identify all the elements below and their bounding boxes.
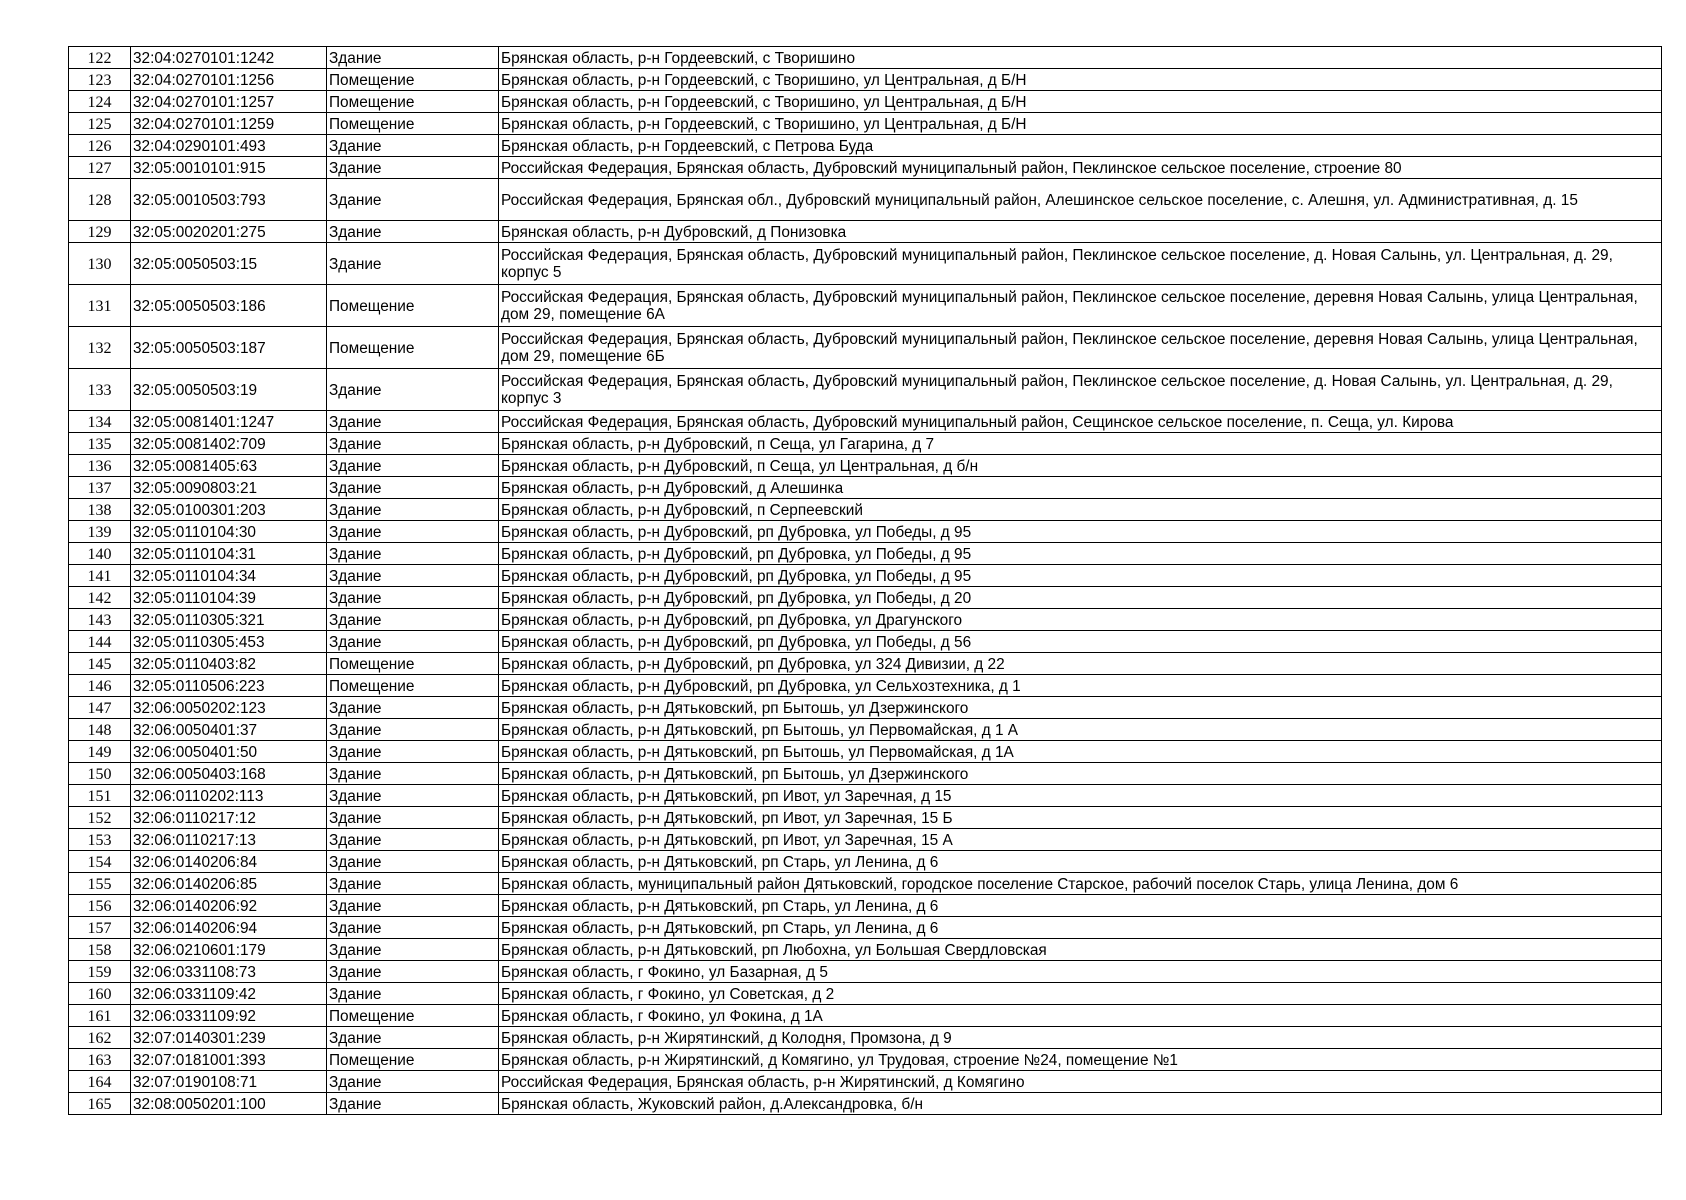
cadastral-number-cell: 32:06:0140206:84 [131,851,327,873]
row-number-cell: 155 [69,873,131,895]
object-type-cell: Здание [327,565,499,587]
object-type-cell: Здание [327,1093,499,1115]
address-cell: Российская Федерация, Брянская область, Дубровский муниципальный район, Пеклинское сельское поселение, деревня Новая Салынь, улица Центральная, дом 29, помещение 6А [499,285,1662,327]
object-type-cell: Здание [327,179,499,221]
object-type-cell: Здание [327,763,499,785]
object-type-cell: Здание [327,697,499,719]
table-row [69,1027,1662,1049]
cadastral-number-cell: 32:05:0010101:915 [131,157,327,179]
object-type-cell: Здание [327,243,499,285]
row-number-cell: 142 [69,587,131,609]
table-row [69,1071,1662,1093]
row-number-cell: 125 [69,113,131,135]
table-row [69,369,1662,411]
row-number-cell: 156 [69,895,131,917]
cadastral-number-cell: 32:05:0110305:453 [131,631,327,653]
cadastral-number-cell: 32:07:0140301:239 [131,1027,327,1049]
cadastral-number-cell: 32:06:0140206:92 [131,895,327,917]
address-cell: Брянская область, р-н Дубровский, рп Дубровка, ул Победы, д 20 [499,587,1662,609]
row-number-cell: 159 [69,961,131,983]
object-type-cell: Здание [327,433,499,455]
cadastral-number-cell: 32:05:0100301:203 [131,499,327,521]
table-row [69,763,1662,785]
row-number-cell: 164 [69,1071,131,1093]
cadastral-number-cell: 32:06:0050401:50 [131,741,327,763]
address-cell: Брянская область, р-н Жирятинский, д Комягино, ул Трудовая, строение №24, помещение №1 [499,1049,1662,1071]
address-cell: Брянская область, р-н Дубровский, рп Дубровка, ул Победы, д 56 [499,631,1662,653]
address-cell: Брянская область, р-н Дубровский, п Серпеевский [499,499,1662,521]
row-number-cell: 128 [69,179,131,221]
address-cell: Брянская область, р-н Дубровский, д Понизовка [499,221,1662,243]
table-row [69,91,1662,113]
object-type-cell: Здание [327,873,499,895]
object-type-cell: Помещение [327,1005,499,1027]
table-row [69,829,1662,851]
row-number-cell: 126 [69,135,131,157]
cadastral-number-cell: 32:05:0090803:21 [131,477,327,499]
row-number-cell: 157 [69,917,131,939]
object-type-cell: Помещение [327,69,499,91]
cadastral-number-cell: 32:06:0210601:179 [131,939,327,961]
cadastral-number-cell: 32:08:0050201:100 [131,1093,327,1115]
cadastral-number-cell: 32:04:0270101:1259 [131,113,327,135]
cadastral-number-cell: 32:05:0110305:321 [131,609,327,631]
object-type-cell: Помещение [327,653,499,675]
table-row [69,719,1662,741]
cadastral-number-cell: 32:05:0050503:15 [131,243,327,285]
table-row [69,917,1662,939]
row-number-cell: 143 [69,609,131,631]
table-row [69,433,1662,455]
table-row [69,521,1662,543]
cadastral-number-cell: 32:06:0050403:168 [131,763,327,785]
address-cell: Брянская область, р-н Дубровский, рп Дубровка, ул Победы, д 95 [499,565,1662,587]
table-row [69,221,1662,243]
object-type-cell: Помещение [327,113,499,135]
cadastral-number-cell: 32:06:0110202:113 [131,785,327,807]
address-cell: Брянская область, р-н Дубровский, рп Дубровка, ул Победы, д 95 [499,521,1662,543]
table-row [69,631,1662,653]
row-number-cell: 165 [69,1093,131,1115]
cadastral-number-cell: 32:07:0190108:71 [131,1071,327,1093]
cadastral-number-cell: 32:05:0081405:63 [131,455,327,477]
address-cell: Брянская область, р-н Жирятинский, д Колодня, Промзона, д 9 [499,1027,1662,1049]
table-row [69,587,1662,609]
object-type-cell: Здание [327,455,499,477]
row-number-cell: 122 [69,47,131,69]
address-cell: Брянская область, р-н Гордеевский, с Петрова Буда [499,135,1662,157]
row-number-cell: 124 [69,91,131,113]
address-cell: Российская Федерация, Брянская область, Дубровский муниципальный район, Пеклинское сельское поселение, д. Новая Салынь, ул. Центральная, д. 29, корпус 5 [499,243,1662,285]
table-row [69,327,1662,369]
address-cell: Брянская область, г Фокино, ул Базарная, д 5 [499,961,1662,983]
table-row [69,609,1662,631]
object-type-cell: Помещение [327,91,499,113]
row-number-cell: 123 [69,69,131,91]
cadastral-number-cell: 32:05:0110506:223 [131,675,327,697]
cadastral-number-cell: 32:05:0110104:39 [131,587,327,609]
address-cell: Российская Федерация, Брянская область, Дубровский муниципальный район, Пеклинское сельское поселение, деревня Новая Салынь, улица Центральная, дом 29, помещение 6Б [499,327,1662,369]
row-number-cell: 147 [69,697,131,719]
object-type-cell: Здание [327,411,499,433]
address-cell: Брянская область, муниципальный район Дятьковский, городское поселение Старское, рабочий поселок Старь, улица Ленина, дом 6 [499,873,1662,895]
table-row [69,477,1662,499]
cadastral-number-cell: 32:06:0331109:92 [131,1005,327,1027]
row-number-cell: 141 [69,565,131,587]
table-row [69,135,1662,157]
row-number-cell: 163 [69,1049,131,1071]
object-type-cell: Здание [327,47,499,69]
object-type-cell: Здание [327,221,499,243]
address-cell: Брянская область, р-н Дятьковский, рп Бытошь, ул Первомайская, д 1А [499,741,1662,763]
object-type-cell: Здание [327,587,499,609]
object-type-cell: Здание [327,719,499,741]
object-type-cell: Здание [327,807,499,829]
row-number-cell: 132 [69,327,131,369]
row-number-cell: 148 [69,719,131,741]
row-number-cell: 152 [69,807,131,829]
row-number-cell: 134 [69,411,131,433]
table-row [69,675,1662,697]
cadastral-number-cell: 32:05:0020201:275 [131,221,327,243]
table-row [69,697,1662,719]
address-cell: Брянская область, р-н Дубровский, рп Дубровка, ул 324 Дивизии, д 22 [499,653,1662,675]
table-row [69,785,1662,807]
table-row [69,961,1662,983]
object-type-cell: Здание [327,851,499,873]
table-row [69,285,1662,327]
table-row [69,411,1662,433]
object-type-cell: Здание [327,917,499,939]
cadastral-number-cell: 32:06:0331108:73 [131,961,327,983]
address-cell: Брянская область, г Фокино, ул Советская, д 2 [499,983,1662,1005]
address-cell: Брянская область, р-н Дятьковский, рп Ивот, ул Заречная, 15 Б [499,807,1662,829]
address-cell: Брянская область, р-н Дубровский, п Сеща, ул Центральная, д б/н [499,455,1662,477]
table-row [69,565,1662,587]
cadastral-number-cell: 32:05:0081401:1247 [131,411,327,433]
table-row [69,895,1662,917]
object-type-cell: Здание [327,895,499,917]
registry-table-body [69,47,1662,1115]
row-number-cell: 160 [69,983,131,1005]
row-number-cell: 130 [69,243,131,285]
address-cell: Брянская область, р-н Дятьковский, рп Ивот, ул Заречная, д 15 [499,785,1662,807]
table-row [69,741,1662,763]
address-cell: Брянская область, г Фокино, ул Фокина, д 1А [499,1005,1662,1027]
cadastral-number-cell: 32:06:0110217:13 [131,829,327,851]
table-row [69,243,1662,285]
address-cell: Брянская область, р-н Дятьковский, рп Бытошь, ул Дзержинского [499,763,1662,785]
object-type-cell: Здание [327,983,499,1005]
cadastral-number-cell: 32:05:0050503:186 [131,285,327,327]
cadastral-number-cell: 32:06:0140206:94 [131,917,327,939]
address-cell: Брянская область, р-н Гордеевский, с Творишино, ул Центральная, д Б/Н [499,91,1662,113]
object-type-cell: Здание [327,543,499,565]
address-cell: Брянская область, р-н Дятьковский, рп Бытошь, ул Дзержинского [499,697,1662,719]
object-type-cell: Здание [327,135,499,157]
cadastral-number-cell: 32:05:0110104:30 [131,521,327,543]
row-number-cell: 145 [69,653,131,675]
cadastral-number-cell: 32:05:0050503:187 [131,327,327,369]
row-number-cell: 146 [69,675,131,697]
address-cell: Брянская область, р-н Дятьковский, рп Старь, ул Ленина, д 6 [499,895,1662,917]
address-cell: Брянская область, р-н Дубровский, д Алешинка [499,477,1662,499]
row-number-cell: 154 [69,851,131,873]
row-number-cell: 129 [69,221,131,243]
address-cell: Брянская область, р-н Дятьковский, рп Старь, ул Ленина, д 6 [499,851,1662,873]
address-cell: Российская Федерация, Брянская область, р-н Жирятинский, д Комягино [499,1071,1662,1093]
table-row [69,807,1662,829]
cadastral-number-cell: 32:07:0181001:393 [131,1049,327,1071]
object-type-cell: Здание [327,631,499,653]
cadastral-number-cell: 32:05:0010503:793 [131,179,327,221]
cadastral-number-cell: 32:05:0110104:31 [131,543,327,565]
object-type-cell: Здание [327,741,499,763]
object-type-cell: Помещение [327,327,499,369]
table-row [69,983,1662,1005]
cadastral-number-cell: 32:04:0270101:1257 [131,91,327,113]
row-number-cell: 151 [69,785,131,807]
address-cell: Брянская область, р-н Дубровский, п Сеща, ул Гагарина, д 7 [499,433,1662,455]
table-row [69,499,1662,521]
table-row [69,69,1662,91]
table-row [69,1049,1662,1071]
address-cell: Брянская область, р-н Гордеевский, с Творишино, ул Центральная, д Б/Н [499,113,1662,135]
cadastral-number-cell: 32:06:0050401:37 [131,719,327,741]
table-row [69,455,1662,477]
object-type-cell: Здание [327,939,499,961]
table-row [69,851,1662,873]
cadastral-number-cell: 32:06:0110217:12 [131,807,327,829]
object-type-cell: Помещение [327,285,499,327]
cadastral-number-cell: 32:04:0270101:1256 [131,69,327,91]
row-number-cell: 153 [69,829,131,851]
object-type-cell: Здание [327,477,499,499]
address-cell: Брянская область, р-н Дятьковский, рп Бытошь, ул Первомайская, д 1 А [499,719,1662,741]
object-type-cell: Здание [327,157,499,179]
table-row [69,653,1662,675]
object-type-cell: Помещение [327,1049,499,1071]
address-cell: Брянская область, Жуковский район, д.Александровка, б/н [499,1093,1662,1115]
object-type-cell: Помещение [327,675,499,697]
object-type-cell: Здание [327,521,499,543]
address-cell: Российская Федерация, Брянская область, Дубровский муниципальный район, Пеклинское сельское поселение, строение 80 [499,157,1662,179]
address-cell: Брянская область, р-н Дятьковский, рп Любохна, ул Большая Свердловская [499,939,1662,961]
object-type-cell: Здание [327,369,499,411]
object-type-cell: Здание [327,499,499,521]
row-number-cell: 144 [69,631,131,653]
table-row [69,543,1662,565]
address-cell: Российская Федерация, Брянская область, Дубровский муниципальный район, Сещинское сельское поселение, п. Сеща, ул. Кирова [499,411,1662,433]
address-cell: Брянская область, р-н Гордеевский, с Творишино, ул Центральная, д Б/Н [499,69,1662,91]
row-number-cell: 131 [69,285,131,327]
row-number-cell: 161 [69,1005,131,1027]
object-type-cell: Здание [327,829,499,851]
row-number-cell: 137 [69,477,131,499]
row-number-cell: 158 [69,939,131,961]
cadastral-number-cell: 32:04:0270101:1242 [131,47,327,69]
row-number-cell: 127 [69,157,131,179]
table-row [69,113,1662,135]
address-cell: Российская Федерация, Брянская область, Дубровский муниципальный район, Пеклинское сельское поселение, д. Новая Салынь, ул. Центральная, д. 29, корпус 3 [499,369,1662,411]
address-cell: Брянская область, р-н Гордеевский, с Творишино [499,47,1662,69]
table-row [69,47,1662,69]
object-type-cell: Здание [327,1071,499,1093]
address-cell: Брянская область, р-н Дубровский, рп Дубровка, ул Сельхозтехника, д 1 [499,675,1662,697]
address-cell: Брянская область, р-н Дубровский, рп Дубровка, ул Победы, д 95 [499,543,1662,565]
object-type-cell: Здание [327,1027,499,1049]
cadastral-number-cell: 32:04:0290101:493 [131,135,327,157]
object-type-cell: Здание [327,961,499,983]
row-number-cell: 162 [69,1027,131,1049]
object-type-cell: Здание [327,609,499,631]
table-row [69,1093,1662,1115]
table-row [69,939,1662,961]
cadastral-number-cell: 32:06:0140206:85 [131,873,327,895]
cadastral-number-cell: 32:05:0110104:34 [131,565,327,587]
row-number-cell: 150 [69,763,131,785]
registry-table [68,46,1662,1115]
cadastral-number-cell: 32:05:0110403:82 [131,653,327,675]
row-number-cell: 149 [69,741,131,763]
address-cell: Брянская область, р-н Дятьковский, рп Ивот, ул Заречная, 15 А [499,829,1662,851]
row-number-cell: 133 [69,369,131,411]
address-cell: Брянская область, р-н Дубровский, рп Дубровка, ул Драгунского [499,609,1662,631]
row-number-cell: 136 [69,455,131,477]
table-row [69,179,1662,221]
table-row [69,873,1662,895]
row-number-cell: 135 [69,433,131,455]
cadastral-number-cell: 32:06:0050202:123 [131,697,327,719]
row-number-cell: 138 [69,499,131,521]
table-row [69,1005,1662,1027]
address-cell: Брянская область, р-н Дятьковский, рп Старь, ул Ленина, д 6 [499,917,1662,939]
object-type-cell: Здание [327,785,499,807]
address-cell: Российская Федерация, Брянская обл., Дубровский муниципальный район, Алешинское сельское поселение, с. Алешня, ул. Административная, д. 15 [499,179,1662,221]
cadastral-number-cell: 32:05:0081402:709 [131,433,327,455]
cadastral-number-cell: 32:06:0331109:42 [131,983,327,1005]
cadastral-number-cell: 32:05:0050503:19 [131,369,327,411]
row-number-cell: 139 [69,521,131,543]
row-number-cell: 140 [69,543,131,565]
table-row [69,157,1662,179]
